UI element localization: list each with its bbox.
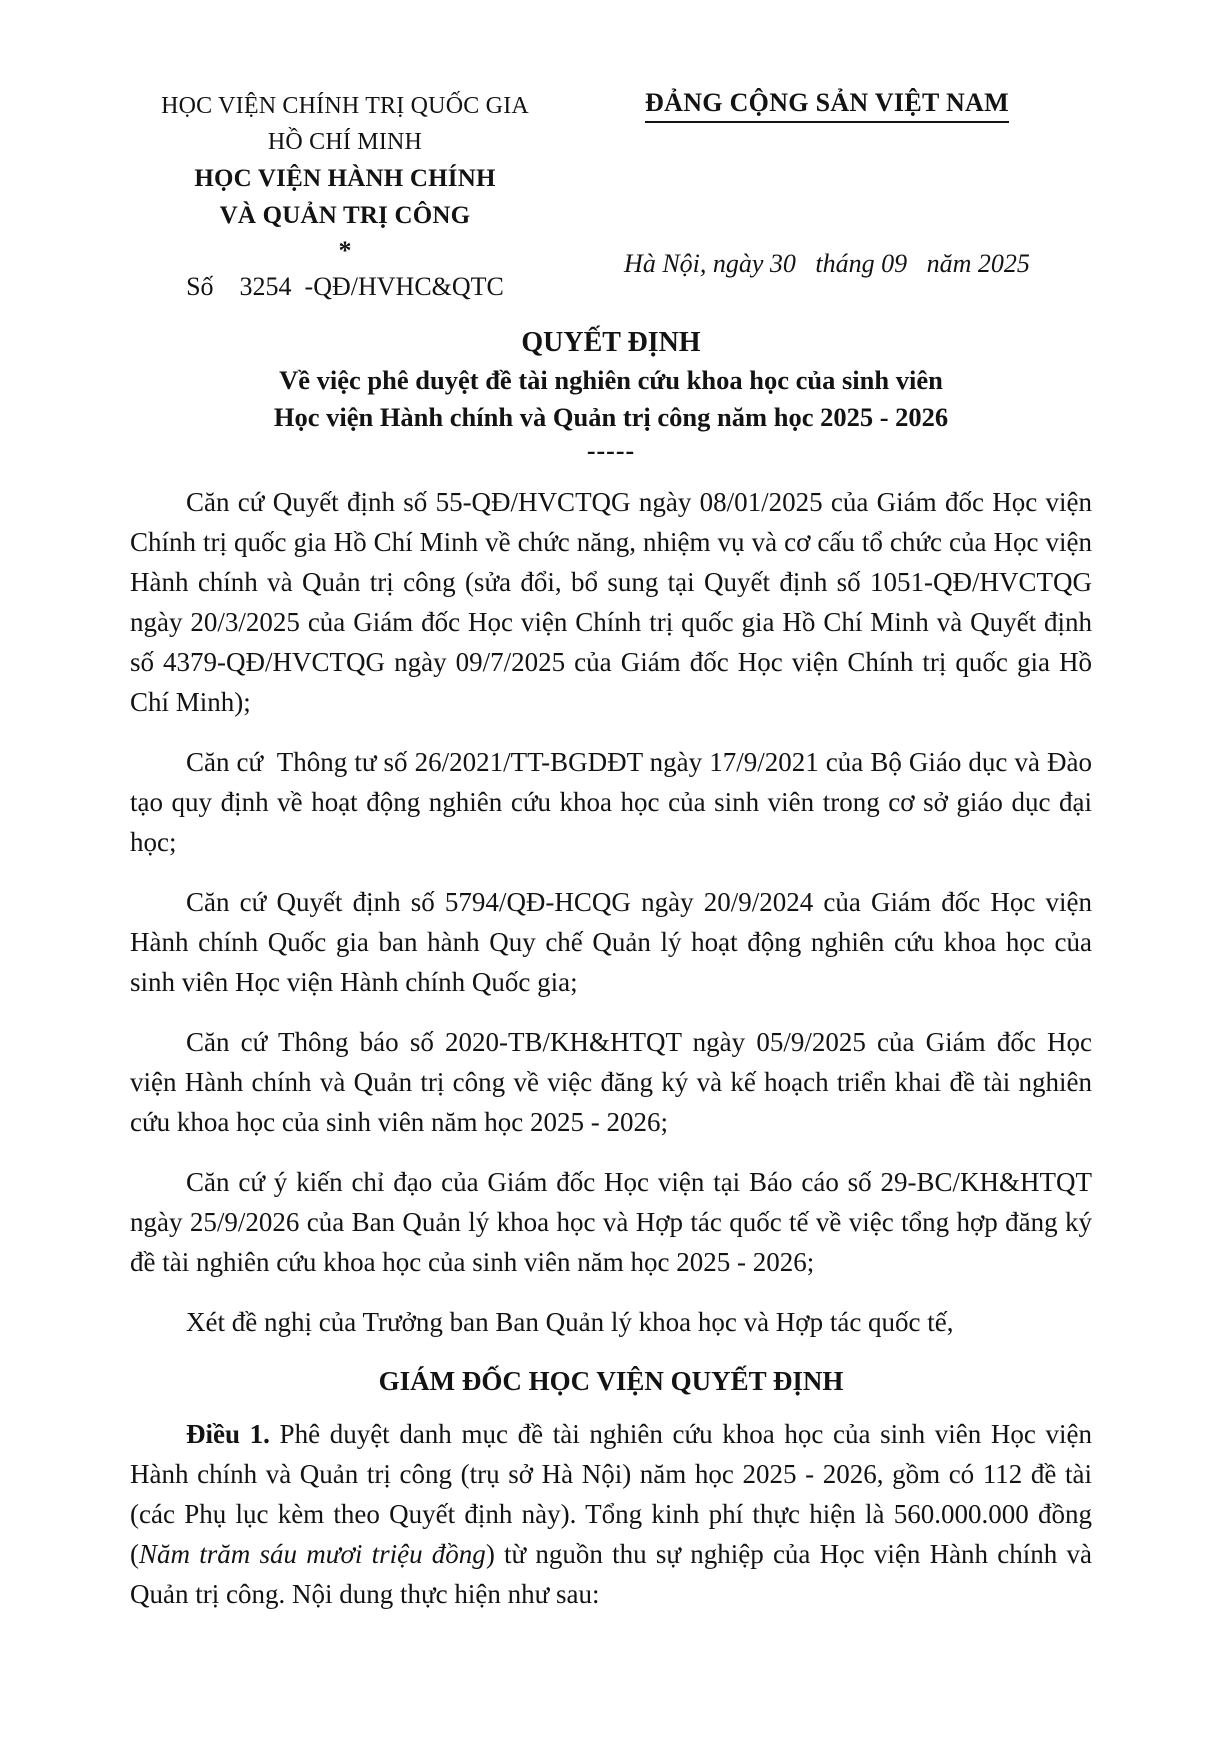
- national-motto-block: [562, 88, 1092, 279]
- party-motto: ĐẢNG CỘNG SẢN VIỆT NAM: [645, 88, 1009, 123]
- parent-org-name-line2: HỒ CHÍ MINH: [267, 129, 423, 155]
- preamble-paragraph: Căn cứ Quyết định số 55-QĐ/HVCTQG ngày 08/01/2025 của Giám đốc Học viện Chính trị quốc gia Hồ Chí Minh về chức năng, nhiệm vụ và cơ cấu tổ chức của Học viện Hành chính và Quản trị công (sửa đổi, bổ sung tại Quyết định số 1051-QĐ/HVCTQG ngày 20/3/2025 của Giám đốc Học viện Chính trị quốc gia Hồ Chí Minh và Quyết định số 4379-QĐ/HVCTQG ngày 09/7/2025 của Giám đốc Học viện Chính trị quốc gia Hồ Chí Minh);: [130, 487, 1099, 717]
- document-number: Số 3254 -QĐ/HVHC&QTC: [186, 272, 504, 301]
- document-body: [130, 482, 1099, 1614]
- preamble-paragraph: Căn cứ Quyết định số 5794/QĐ-HCQG ngày 20/9/2024 của Giám đốc Học viện Hành chính Quốc gia ban hành Quy chế Quản lý hoạt động nghiên cứu khoa học của sinh viên Học viện Hành chính Quốc gia;: [130, 887, 1099, 997]
- parent-org-name-line1: HỌC VIỆN CHÍNH TRỊ QUỐC GIA: [161, 93, 529, 119]
- preamble-paragraph: Căn cứ Thông tư số 26/2021/TT-BGDĐT ngày 17/9/2021 của Bộ Giáo dục và Đào tạo quy định về hoạt động nghiên cứu khoa học của sinh viên trong cơ sở giáo dục đại học;: [130, 747, 1099, 857]
- org-name-line2: VÀ QUẢN TRỊ CÔNG: [219, 202, 471, 229]
- document-header: [130, 88, 1092, 302]
- title-divider: -----: [586, 436, 636, 465]
- place-date-line: Hà Nội, ngày 30 tháng 09 năm 2025: [624, 249, 1030, 278]
- preamble-paragraph: Căn cứ ý kiến chỉ đạo của Giám đốc Học viện tại Báo cáo số 29-BC/KH&HTQT ngày 25/9/2026 của Ban Quản lý khoa học và Hợp tác quốc tế về việc tổng hợp đăng ký đề tài nghiên cứu khoa học của sinh viên năm học 2025 - 2026;: [130, 1167, 1099, 1277]
- issuing-agency-block: [130, 88, 560, 302]
- decree-subtitle-line2: Học viện Hành chính và Quản trị công năm học 2025 - 2026: [273, 402, 949, 432]
- article-1-paragraph: Điều 1. Phê duyệt danh mục đề tài nghiên cứu khoa học của sinh viên Học viện Hành chính và Quản trị công (trụ sở Hà Nội) năm học 2025 - 2026, gồm có 112 đề tài (các Phụ lục kèm theo Quyết định này). Tổng kinh phí thực hiện là 560.000.000 đồng (Năm trăm sáu mươi triệu đồng) từ nguồn thu sự nghiệp của Học viện Hành chính và Quản trị công. Nội dung thực hiện như sau:: [130, 1419, 1099, 1609]
- decree-subtitle-line1: Về việc phê duyệt đề tài nghiên cứu khoa học của sinh viên: [279, 365, 943, 395]
- org-name-line1: HỌC VIỆN HÀNH CHÍNH: [194, 165, 496, 192]
- star-separator: *: [338, 236, 352, 265]
- decree-title: QUYẾT ĐỊNH: [521, 327, 701, 358]
- decision-maker-heading: GIÁM ĐỐC HỌC VIỆN QUYẾT ĐỊNH: [378, 1366, 844, 1396]
- preamble-paragraph: Xét đề nghị của Trưởng ban Ban Quản lý khoa học và Hợp tác quốc tế,: [186, 1307, 954, 1337]
- preamble-paragraph: Căn cứ Thông báo số 2020-TB/KH&HTQT ngày 05/9/2025 của Giám đốc Học viện Hành chính và Quản trị công về việc đăng ký và kế hoạch triển khai đề tài nghiên cứu khoa học của sinh viên năm học 2025 - 2026;: [130, 1027, 1099, 1137]
